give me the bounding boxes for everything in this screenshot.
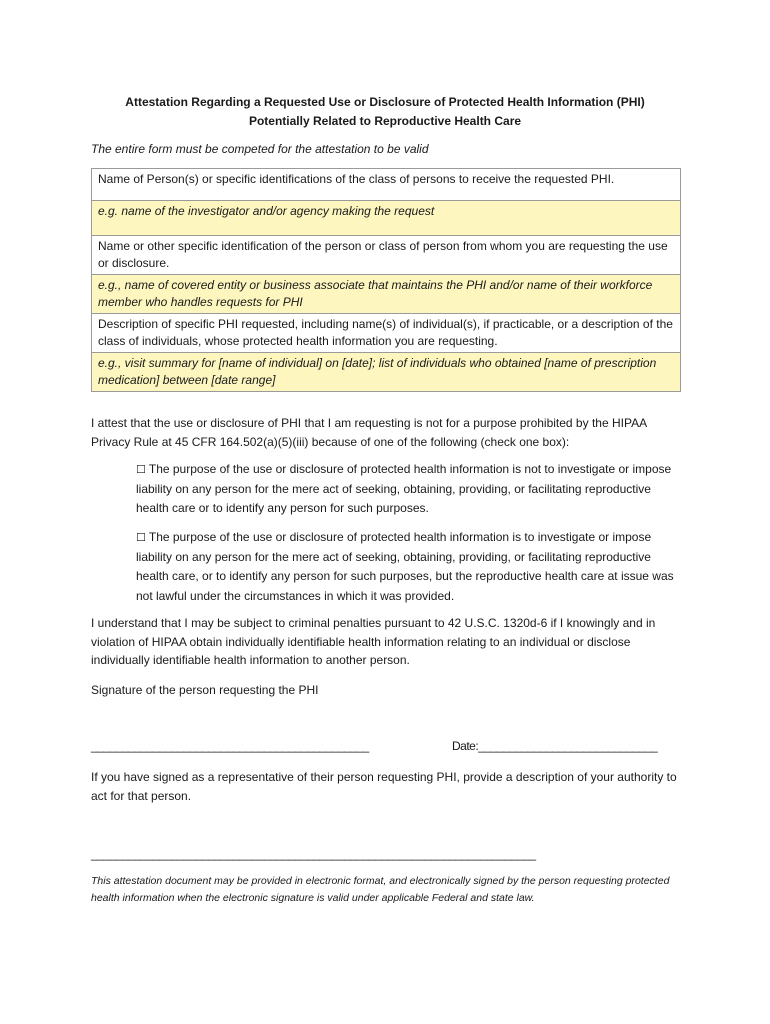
completion-note: The entire form must be competed for the attestation to be valid [91,142,429,156]
attestation-option-1 [136,460,676,519]
signature-label: Signature of the person requesting the PHI [91,683,319,697]
signature-line[interactable]: _____________________________________________ [91,739,369,753]
table-row [92,314,681,353]
title-line-1: Attestation Regarding a Requested Use or Disclosure of Protected Health Information (PHI) [125,95,645,109]
requester-example-field[interactable]: e.g., name of covered entity or business associate that maintains the PHI and/or name of their workforce member who handles requests for PHI [92,275,681,314]
recipient-label: Name of Person(s) or specific identifications of the class of persons to receive the requested PHI. [92,169,681,201]
attestation-option-2 [136,528,676,606]
document-title [60,93,710,131]
option-1-text: The purpose of the use or disclosure of protected health information is not to investigate or impose liability on any person for the mere act of seeking, obtaining, providing, or facilitating reproductive health care or to identify any person for such purposes. [136,462,672,515]
date-line[interactable]: _____________________________ [478,739,658,753]
option-2-text: The purpose of the use or disclosure of protected health information is to investigate or impose liability on any person for the mere act of seeking, obtaining, providing, or facilitating reproductive health care, or to identify any person for such purposes, but the reproductive health care at issue was not lawful under the circumstances in which it was provided. [136,530,674,603]
penalty-statement: I understand that I may be subject to criminal penalties pursuant to 42 U.S.C. 1320d-6 if I knowingly and in violation of HIPAA obtain individually identifiable health information relating to an individual or disclose individually identifiable health information to another person. [91,616,656,667]
recipient-example-field[interactable]: e.g. name of the investigator and/or agency making the request [92,201,681,236]
date-field[interactable] [452,739,657,753]
table-row [92,236,681,275]
title-line-2: Potentially Related to Reproductive Health Care [248,114,522,128]
attestation-intro: I attest that the use or disclosure of PHI that I am requesting is not for a purpose prohibited by the HIPAA Privacy Rule at 45 CFR 164.502(a)(5)(iii) because of one of the following (check one box): [91,416,647,449]
table-row [92,201,681,236]
table-row [92,353,681,392]
phi-description-example-field[interactable]: e.g., visit summary for [name of individual] on [date]; list of individuals who obtained [name of prescription medication] between [date range] [92,353,681,392]
table-row [92,275,681,314]
option-2-checkbox[interactable]: ☐ [136,531,146,544]
option-1-checkbox[interactable]: ☐ [136,463,146,476]
footer-note: This attestation document may be provided in electronic format, and electronically signed by the person requesting protected health information when the electronic signature is valid under applicable Federal and state law. [91,875,670,904]
representative-instruction: If you have signed as a representative of their person requesting PHI, provide a description of your authority to act for that person. [91,770,677,803]
table-row [92,169,681,201]
phi-request-table [91,168,681,392]
authority-description-line[interactable]: ________________________________________________________________________ [91,847,536,861]
phi-description-label: Description of specific PHI requested, including name(s) of individual(s), if practicable, or a description of the class of individuals, whose protected health information you are requesting. [92,314,681,353]
date-label: Date: [452,739,479,753]
requester-label: Name or other specific identification of the person or class of person from whom you are requesting the use or disclosure. [92,236,681,275]
